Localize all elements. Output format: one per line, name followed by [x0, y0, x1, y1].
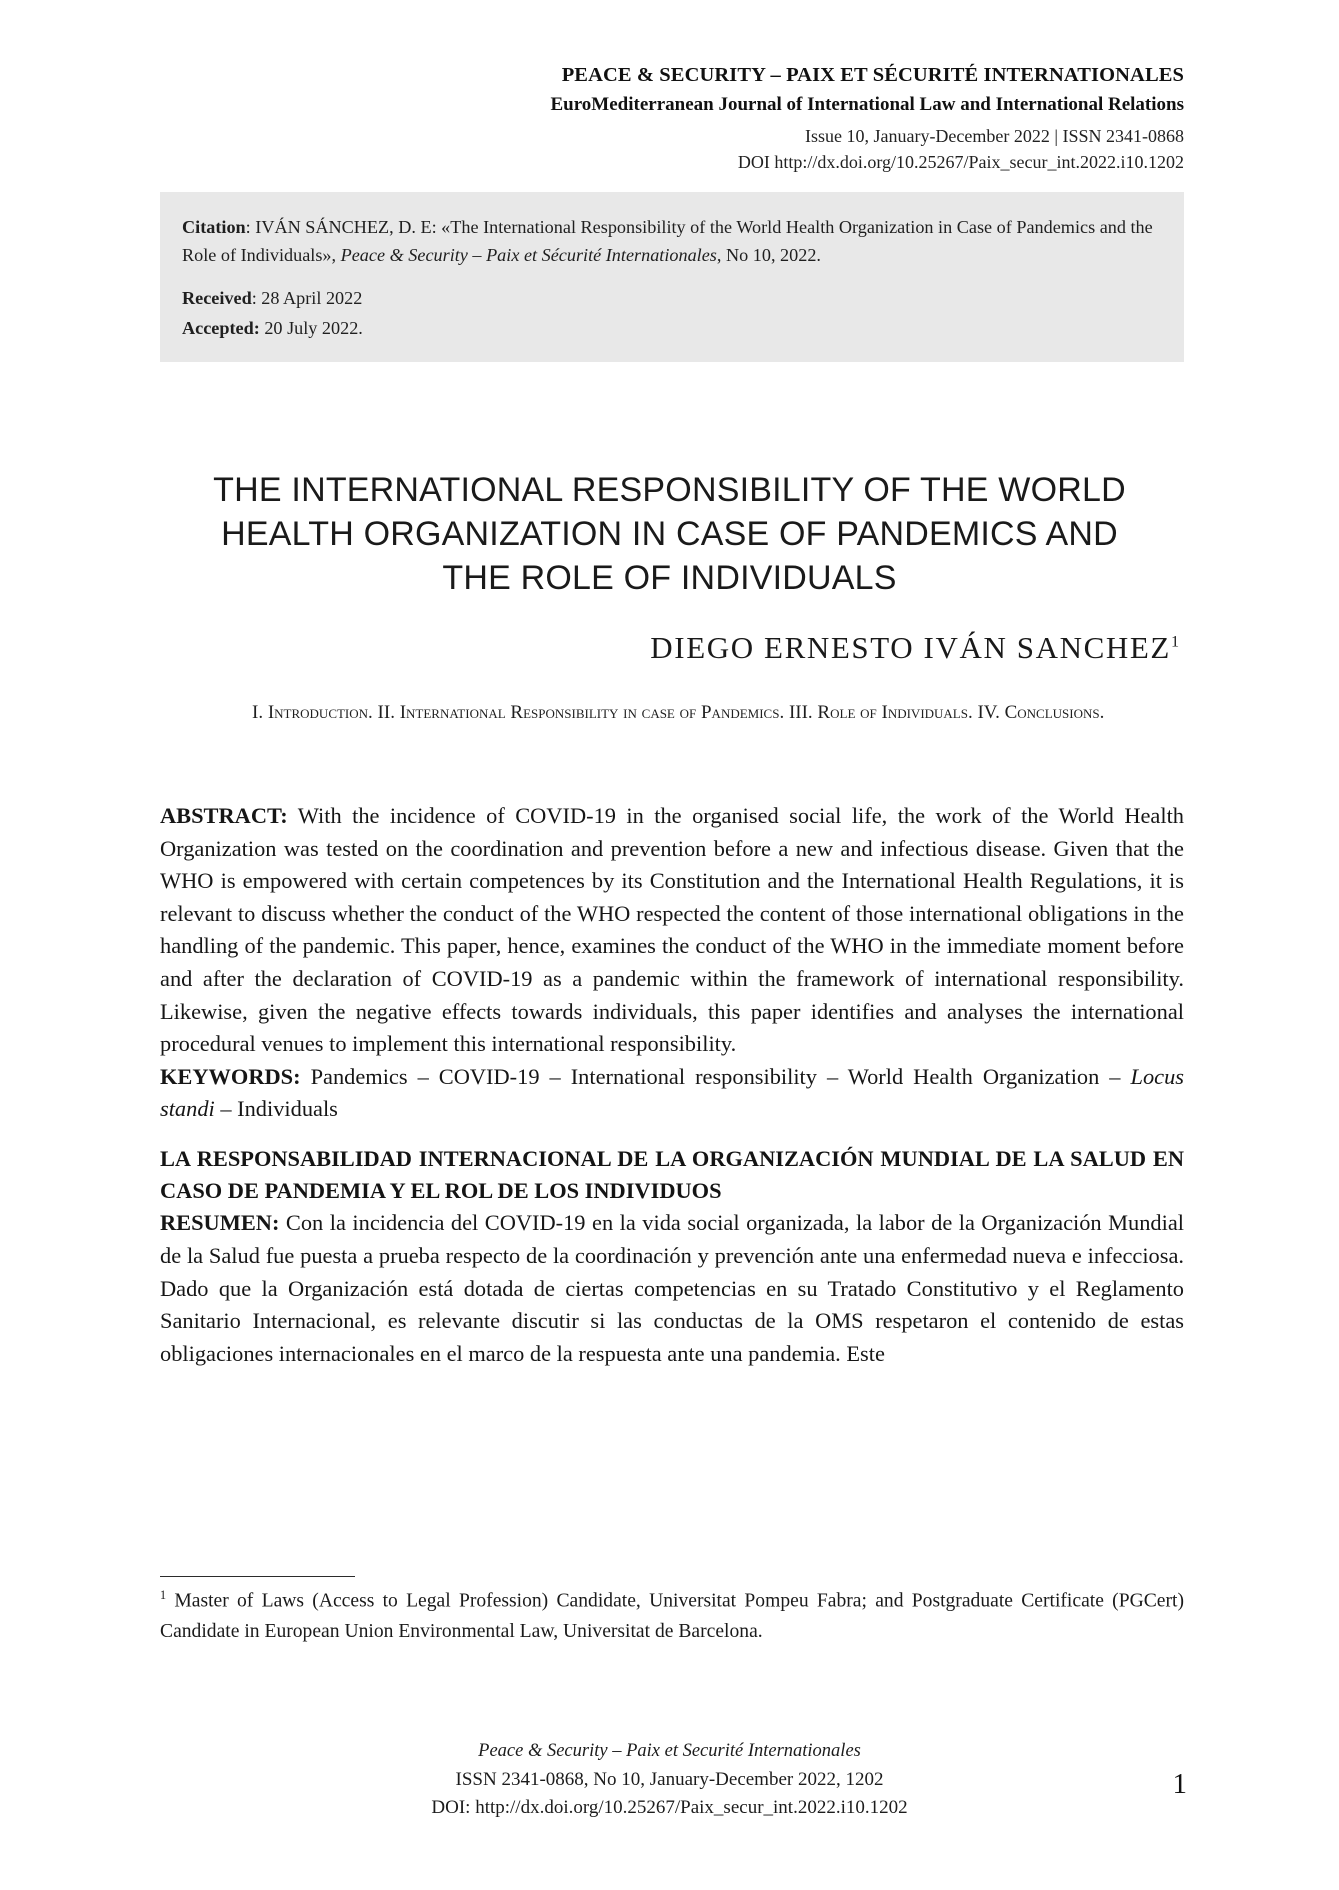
- footnote-separator: [160, 1576, 355, 1577]
- accepted-value: 20 July 2022.: [259, 317, 363, 338]
- citation-journal-name: Peace & Security – Paix et Sécurité Internationales: [340, 244, 717, 265]
- author-name-text: DIEGO ERNESTO IVÁN SANCHEZ: [650, 630, 1171, 665]
- spanish-title: LA RESPONSABILIDAD INTERNACIONAL DE LA ORGANIZACIÓN MUNDIAL DE LA SALUD EN CASO DE PANDEMIA Y EL ROL DE LOS INDIVIDUOS: [160, 1145, 1184, 1204]
- page-footer: [0, 1738, 1339, 1823]
- citation-meta: [182, 285, 1162, 342]
- received-line: [182, 285, 1162, 312]
- article-body: [160, 800, 1184, 1370]
- footnote: [160, 1586, 1184, 1648]
- citation-box: [160, 192, 1184, 362]
- page-title: THE INTERNATIONAL RESPONSIBILITY OF THE WORLD HEALTH ORGANIZATION IN CASE OF PANDEMICS AND THE ROLE OF INDIVIDUALS: [213, 471, 1126, 598]
- abstract-text: With the incidence of COVID-19 in the organised social life, the work of the World Health Organization was tested on the coordination and prevention before a new and infectious disease. Given that the WHO is empowered with certain competences by its Constitution and the International Health Regulations, it is relevant to discuss whether the conduct of the WHO respected the content of those international obligations in the handling of the pandemic. This paper, hence, examines the conduct of the WHO in the immediate moment before and after the declaration of COVID-19 as a pandemic within the framework of international responsibility. Likewise, given the negative effects towards individuals, this paper identifies and analyses the international procedural venues to implement this international responsibility.: [160, 803, 1184, 1057]
- citation-text: [182, 214, 1162, 269]
- footer-doi-line: DOI: http://dx.doi.org/10.25267/Paix_secur_int.2022.i10.1202: [431, 1797, 908, 1819]
- issue-line: Issue 10, January-December 2022 | ISSN 2341-0868: [804, 126, 1184, 147]
- table-of-contents: I. Introduction. II. International Responsibility in case of Pandemics. III. Role of Individuals. IV. Conclusions.: [252, 702, 1105, 723]
- masthead: [160, 62, 1184, 175]
- abstract-label: ABSTRACT:: [160, 803, 288, 828]
- keywords-text-1: Pandemics – COVID-19 – International responsibility – World Health Organization –: [300, 1063, 1131, 1089]
- footer-issn-line: ISSN 2341-0868, No 10, January-December 2022, 1202: [455, 1768, 884, 1790]
- citation-body-1: : IVÁN SÁNCHEZ, D. E: «The International Responsibility of the World Health Organization in Case of Pandemics and the Role of Individuals»,: [182, 217, 1153, 265]
- accepted-line: [182, 315, 1162, 342]
- received-value: : 28 April 2022: [251, 288, 363, 309]
- journal-subtitle: EuroMediterranean Journal of International Law and International Relations: [550, 93, 1184, 115]
- keywords-italic-term: Locus standi: [160, 1063, 1184, 1122]
- resumen-paragraph: [160, 1207, 1184, 1370]
- footnote-text: Master of Laws (Access to Legal Profession) Candidate, Universitat Pompeu Fabra; and Postgraduate Certificate (PGCert) Candidate in European Union Environmental Law, Universitat de Barcelona.: [160, 1590, 1184, 1643]
- resumen-label: RESUMEN:: [160, 1210, 280, 1236]
- resumen-text: Con la incidencia del COVID-19 en la vida social organizada, la labor de la Organización Mundial de la Salud fue puesta a prueba respecto de la coordinación y prevención ante una enfermedad nueva e infecciosa. Dado que la Organización está dotada de ciertas competencias en su Tratado Constitutivo y el Reglamento Sanitario Internacional, es relevante discutir si las conductas de la OMS respetaron el contenido de estas obligaciones internacionales en el marco de la respuesta ante una pandemia. Este: [160, 1210, 1184, 1366]
- accepted-label: Accepted:: [182, 317, 260, 338]
- abstract-paragraph: [160, 800, 1184, 1061]
- keywords-text-2: – Individuals: [214, 1096, 338, 1122]
- citation-body-2: , No 10, 2022.: [716, 244, 821, 265]
- author-footnote-marker: 1: [1170, 633, 1179, 651]
- masthead-doi-line: DOI http://dx.doi.org/10.25267/Paix_secur_int.2022.i10.1202: [737, 152, 1184, 173]
- keywords-paragraph: [160, 1061, 1184, 1126]
- received-label: Received: [182, 288, 252, 309]
- footer-journal-name: Peace & Security – Paix et Securité Internationales: [478, 1741, 861, 1761]
- citation-label: Citation: [182, 217, 246, 237]
- page-number: 1: [1172, 1768, 1187, 1800]
- journal-title: PEACE & SECURITY – PAIX ET SÉCURITÉ INTERNATIONALES: [561, 64, 1184, 86]
- footnote-marker: 1: [160, 1588, 167, 1602]
- author-name: [188, 630, 1179, 666]
- keywords-label: KEYWORDS:: [160, 1063, 301, 1089]
